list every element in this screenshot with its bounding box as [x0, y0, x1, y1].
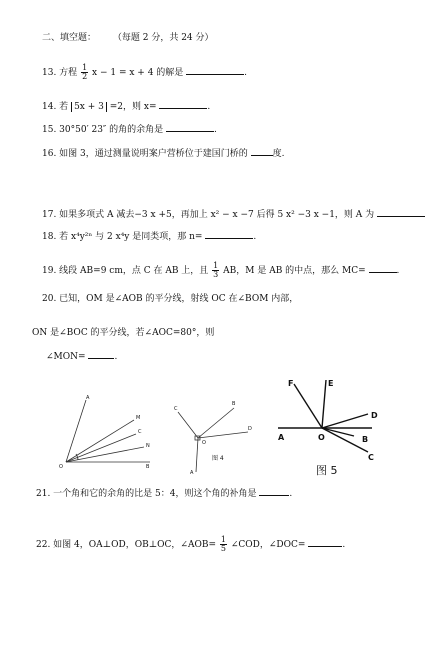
fig-left-label-a: A: [86, 395, 90, 401]
question-20-line2: [32, 327, 214, 339]
q15-answer-blank[interactable]: [166, 122, 214, 132]
fig5-caption: 图 5: [316, 464, 338, 477]
fig4-label-b: B: [232, 401, 236, 407]
fig5-label-f: F: [288, 379, 294, 388]
fig5-label-e: E: [328, 379, 334, 388]
question-13: 13. 方程 $\frac{1}{2}$ x − 1 = x + 4 的解是 .: [42, 63, 248, 81]
question-20: [42, 293, 298, 305]
fig-left-label-m: M: [136, 415, 141, 421]
q18-answer-blank[interactable]: [205, 229, 253, 239]
fig4-caption: 图 4: [212, 455, 224, 462]
q18-text: 18. 若 x⁴y²ⁿ 与 2 x⁴y 是同类项，那 n=: [42, 232, 203, 242]
section-header: [42, 32, 214, 44]
q15-text: 15. 30°50′ 23″ 的角的余角是: [42, 125, 164, 135]
q22-fraction: $\frac{1}{5}$: [220, 535, 226, 553]
q14-text: =2，则 x=: [109, 102, 157, 112]
question-18: 18. 若 x⁴y²ⁿ 与 2 x⁴y 是同类项，那 n= .: [42, 229, 256, 243]
figure-angle-bisectors: [56, 392, 156, 472]
fig-left-label-o: O: [59, 464, 63, 470]
q14-absolute-value: 5x + 3: [71, 102, 107, 112]
section-title: 二、填空题：: [42, 33, 97, 43]
fig5-label-d: D: [371, 411, 378, 420]
q22-prefix: 22. 如图 4，OA⊥OD，OB⊥OC，∠AOB=: [36, 540, 216, 550]
q16-answer-blank[interactable]: [251, 146, 273, 156]
fig4-label-a: A: [190, 470, 194, 476]
q17-text: 17. 如果多项式 A 减去−3 x +5，再加上 x² − x −7 后得 5 x² −3 x −1，则 A 为: [42, 210, 375, 220]
question-15: 15. 30°50′ 23″ 的角的余角是 .: [42, 122, 217, 136]
question-21: 21. 一个角和它的余角的比是 5：4，则这个角的补角是 .: [36, 486, 292, 500]
q16-text: 16. 如图 3，通过测量说明案户营桥位于建国门桥的: [42, 149, 248, 159]
q20c-text: ∠MON=: [46, 352, 86, 362]
q21-answer-blank[interactable]: [259, 486, 289, 496]
q13-fraction: $\frac{1}{2}$: [82, 63, 88, 81]
q19-fraction: $\frac{1}{3}$: [213, 261, 219, 279]
q22-answer-blank[interactable]: [308, 537, 342, 547]
fig5-label-a: A: [278, 433, 285, 442]
q14-prefix: 14. 若: [42, 102, 69, 112]
question-22: 22. 如图 4，OA⊥OD，OB⊥OC，∠AOB= $\frac{1}{5}$ ∠COD，∠DOC= .: [36, 535, 346, 553]
q17-answer-blank[interactable]: [377, 207, 425, 217]
question-17: [42, 207, 425, 221]
fig-left-label-b: B: [146, 464, 150, 470]
q19-answer-blank[interactable]: [369, 263, 397, 273]
q20b-text: ON 是∠BOC 的平分线，若∠AOC=80°，则: [32, 328, 215, 338]
fig5-label-b: B: [362, 435, 369, 444]
fig-left-label-n: N: [146, 443, 150, 449]
q19-text: AB，M 是 AB 的中点，那么 MC=: [223, 266, 366, 276]
q13-answer-blank[interactable]: [186, 65, 244, 75]
fig4-label-o: O: [202, 440, 206, 446]
question-16: 16. 如图 3，通过测量说明案户营桥位于建国门桥的 度.: [42, 146, 285, 160]
fig5-label-c: C: [368, 453, 374, 462]
fig5-label-o: O: [318, 433, 325, 442]
fig4-label-d: D: [248, 426, 252, 432]
fig-left-label-c: C: [138, 429, 142, 435]
q13-prefix: 13. 方程: [42, 68, 78, 78]
q19-prefix: 19. 线段 AB=9 cm，点 C 在 AB 上，且: [42, 266, 209, 276]
figure-4: [168, 394, 254, 476]
question-19: 19. 线段 AB=9 cm，点 C 在 AB 上，且 $\frac{1}{3}$ AB，M 是 AB 的中点，那么 MC= .: [42, 261, 400, 279]
figure-5: [272, 376, 388, 480]
fig4-label-c: C: [174, 406, 178, 412]
question-14: 14. 若 5x + 3 =2，则 x= .: [42, 99, 210, 113]
q14-answer-blank[interactable]: [159, 99, 207, 109]
q13-text: x − 1 = x + 4 的解是: [92, 68, 184, 78]
q20-text: 20. 已知，OM 是∠AOB 的平分线，射线 OC 在∠BOM 内部，: [42, 294, 299, 304]
q21-text: 21. 一个角和它的余角的比是 5：4，则这个角的补角是: [36, 489, 257, 499]
q22-text: ∠COD，∠DOC=: [230, 540, 306, 550]
question-20-line3: ∠MON= .: [46, 349, 117, 363]
q20-answer-blank[interactable]: [88, 349, 114, 359]
section-note: （每题 2 分，共 24 分）: [112, 33, 214, 43]
